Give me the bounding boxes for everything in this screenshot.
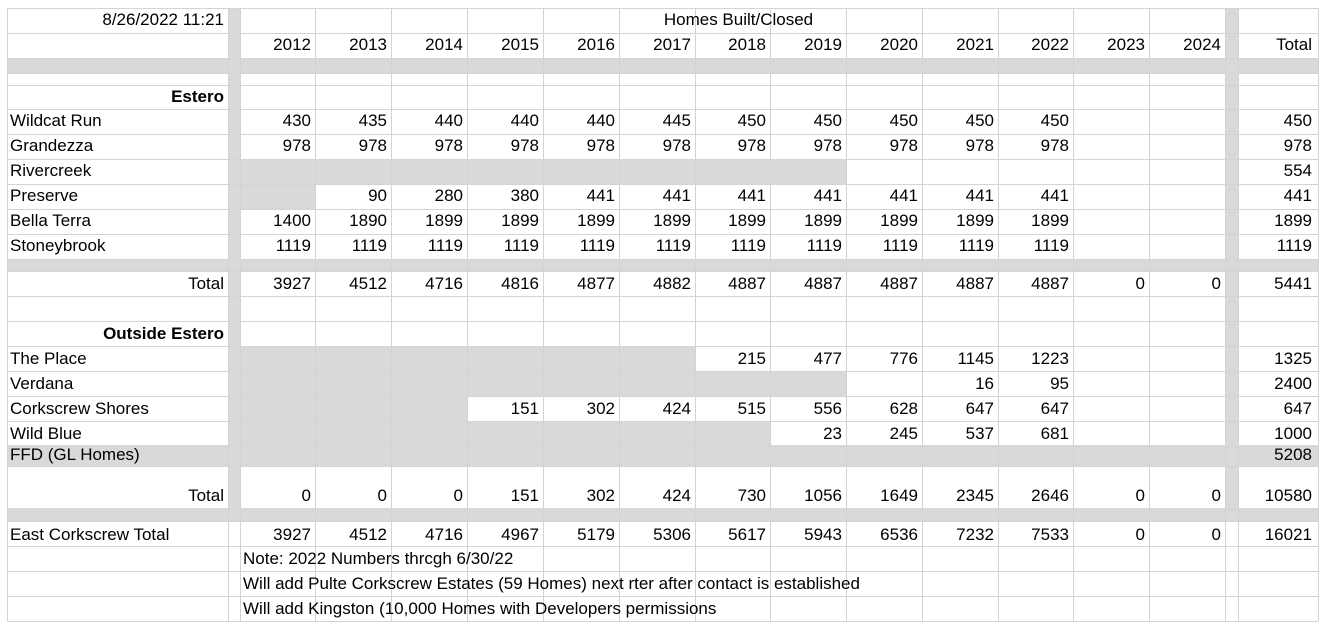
row-label: Bella Terra xyxy=(10,211,91,230)
grid-line xyxy=(922,8,923,621)
year-header: 2019 xyxy=(804,35,842,54)
total-cell: 7232 xyxy=(956,525,994,544)
total-cell: 1056 xyxy=(804,486,842,505)
grid-line xyxy=(391,8,392,621)
total-header: Total xyxy=(1276,35,1312,54)
data-cell: 23 xyxy=(823,424,842,443)
data-cell: 95 xyxy=(1050,374,1069,393)
grid-line xyxy=(7,571,1318,572)
data-cell: 978 xyxy=(510,136,539,155)
data-cell: 1890 xyxy=(349,211,387,230)
data-cell: 440 xyxy=(510,111,539,130)
row-total: 450 xyxy=(1283,111,1312,130)
grid-line xyxy=(7,346,1318,347)
section-heading-estero: Estero xyxy=(171,87,224,106)
year-header: 2017 xyxy=(653,35,691,54)
timestamp: 8/26/2022 11:21 xyxy=(102,10,224,29)
data-cell: 1899 xyxy=(653,211,691,230)
total-cell: 3927 xyxy=(273,274,311,293)
total-cell: 0 xyxy=(301,486,311,505)
row-total: 1899 xyxy=(1274,211,1312,230)
year-header: 2016 xyxy=(577,35,615,54)
data-cell: 1119 xyxy=(1033,236,1069,255)
data-cell: 450 xyxy=(965,111,994,130)
row-label: Stoneybrook xyxy=(10,236,106,255)
grid-line xyxy=(7,73,1318,74)
total-cell: 0 xyxy=(453,486,463,505)
data-cell: 978 xyxy=(889,136,918,155)
data-cell: 441 xyxy=(586,186,615,205)
total-cell: 424 xyxy=(662,486,691,505)
data-cell: 1400 xyxy=(273,211,311,230)
total-cell: 4967 xyxy=(501,525,539,544)
total-label: Total xyxy=(188,274,224,293)
row-total: 2400 xyxy=(1274,374,1312,393)
data-cell: 1119 xyxy=(958,236,994,255)
grid-line xyxy=(7,371,1318,372)
data-cell: 628 xyxy=(889,399,918,418)
grand-total: 5441 xyxy=(1274,274,1312,293)
year-header: 2023 xyxy=(1107,35,1145,54)
grid-line xyxy=(7,466,1318,467)
total-cell: 730 xyxy=(737,486,766,505)
total-cell: 4887 xyxy=(956,274,994,293)
data-cell: 1119 xyxy=(579,236,615,255)
total-cell: 0 xyxy=(1135,525,1145,544)
total-cell: 0 xyxy=(1211,525,1221,544)
row-label: Wildcat Run xyxy=(10,111,102,130)
data-cell: 450 xyxy=(813,111,842,130)
shaded-cell xyxy=(240,397,467,421)
row-label: FFD (GL Homes) xyxy=(10,445,140,464)
row-label: Verdana xyxy=(10,374,74,393)
data-cell: 1899 xyxy=(1031,211,1069,230)
data-cell: 978 xyxy=(965,136,994,155)
total-cell: 0 xyxy=(1135,274,1145,293)
data-cell: 647 xyxy=(965,399,994,418)
data-cell: 424 xyxy=(662,399,691,418)
data-cell: 435 xyxy=(358,111,387,130)
grid-line xyxy=(7,321,1318,322)
data-cell: 1899 xyxy=(577,211,615,230)
data-cell: 681 xyxy=(1040,424,1069,443)
row-total: 647 xyxy=(1283,399,1312,418)
row-total: 554 xyxy=(1283,161,1312,180)
east-corkscrew-label: East Corkscrew Total xyxy=(10,525,170,544)
data-cell: 1899 xyxy=(728,211,766,230)
row-total: 1000 xyxy=(1274,424,1312,443)
row-label: Corkscrew Shores xyxy=(10,399,149,418)
row-label: Grandezza xyxy=(10,136,94,155)
grid-line xyxy=(1238,8,1239,621)
data-cell: 441 xyxy=(965,186,994,205)
total-cell: 4716 xyxy=(425,274,463,293)
grid-line xyxy=(7,596,1318,597)
data-cell: 477 xyxy=(813,349,842,368)
year-header: 2018 xyxy=(728,35,766,54)
total-cell: 2646 xyxy=(1031,486,1069,505)
grid-line xyxy=(7,546,1318,547)
data-cell: 1899 xyxy=(425,211,463,230)
total-cell: 4887 xyxy=(1031,274,1069,293)
row-label: Preserve xyxy=(10,186,79,205)
data-cell: 556 xyxy=(813,399,842,418)
total-cell: 2345 xyxy=(956,486,994,505)
note-text: Note: 2022 Numbers thrcgh 6/30/22 xyxy=(243,549,514,568)
note-text: Will add Kingston (10,000 Homes with Developers permissions xyxy=(243,599,717,618)
data-cell: 441 xyxy=(813,186,842,205)
data-cell: 978 xyxy=(662,136,691,155)
data-cell: 1119 xyxy=(806,236,842,255)
grand-total: 10580 xyxy=(1264,486,1312,505)
data-cell: 1899 xyxy=(880,211,918,230)
grid-line xyxy=(1149,8,1150,621)
year-header: 2022 xyxy=(1031,35,1069,54)
grid-line xyxy=(7,8,8,621)
shaded-cell xyxy=(240,422,770,445)
data-cell: 450 xyxy=(737,111,766,130)
grid-line xyxy=(846,8,847,621)
data-cell: 978 xyxy=(434,136,463,155)
data-cell: 1119 xyxy=(882,236,918,255)
data-cell: 1119 xyxy=(427,236,463,255)
data-cell: 151 xyxy=(510,399,539,418)
row-label: The Place xyxy=(10,349,87,368)
total-cell: 151 xyxy=(510,486,539,505)
data-cell: 1899 xyxy=(501,211,539,230)
data-cell: 90 xyxy=(368,186,387,205)
total-cell: 4512 xyxy=(349,274,387,293)
total-cell: 0 xyxy=(377,486,387,505)
data-cell: 1119 xyxy=(275,236,311,255)
grid-line xyxy=(543,8,544,621)
row-label: Wild Blue xyxy=(10,424,82,443)
data-cell: 16 xyxy=(975,374,994,393)
data-cell: 1223 xyxy=(1031,349,1069,368)
total-cell: 3927 xyxy=(273,525,311,544)
total-cell: 5943 xyxy=(804,525,842,544)
data-cell: 280 xyxy=(434,186,463,205)
note-text: Will add Pulte Corkscrew Estates (59 Homes) next rter after contact is established xyxy=(243,574,860,593)
data-cell: 245 xyxy=(889,424,918,443)
year-header: 2012 xyxy=(273,35,311,54)
data-cell: 441 xyxy=(889,186,918,205)
total-cell: 302 xyxy=(586,486,615,505)
data-cell: 978 xyxy=(737,136,766,155)
data-cell: 440 xyxy=(434,111,463,130)
band-row xyxy=(7,58,1318,73)
grid-line xyxy=(7,58,1318,59)
total-cell: 4882 xyxy=(653,274,691,293)
row-total: 5208 xyxy=(1274,445,1312,464)
year-header: 2024 xyxy=(1183,35,1221,54)
data-cell: 441 xyxy=(737,186,766,205)
data-cell: 1899 xyxy=(956,211,994,230)
grid-line xyxy=(7,296,1318,297)
band-row xyxy=(7,259,1318,271)
data-cell: 441 xyxy=(662,186,691,205)
data-cell: 776 xyxy=(889,349,918,368)
grid-line xyxy=(7,621,1318,622)
total-cell: 4716 xyxy=(425,525,463,544)
grid-line xyxy=(619,8,620,621)
total-cell: 5179 xyxy=(577,525,615,544)
data-cell: 450 xyxy=(1040,111,1069,130)
grid-line xyxy=(1225,8,1226,621)
year-header: 2021 xyxy=(956,35,994,54)
year-header: 2013 xyxy=(349,35,387,54)
total-cell: 4512 xyxy=(349,525,387,544)
year-header: 2020 xyxy=(880,35,918,54)
data-cell: 537 xyxy=(965,424,994,443)
grid-line xyxy=(7,521,1318,522)
data-cell: 978 xyxy=(1040,136,1069,155)
grid-line xyxy=(1073,8,1074,621)
data-cell: 1119 xyxy=(730,236,766,255)
data-cell: 978 xyxy=(813,136,842,155)
grid-line xyxy=(315,8,316,621)
total-cell: 1649 xyxy=(880,486,918,505)
data-cell: 445 xyxy=(662,111,691,130)
year-header: 2014 xyxy=(425,35,463,54)
total-cell: 4887 xyxy=(728,274,766,293)
grid-line xyxy=(7,508,1318,509)
data-cell: 515 xyxy=(737,399,766,418)
total-cell: 0 xyxy=(1211,274,1221,293)
data-cell: 978 xyxy=(282,136,311,155)
total-cell: 4887 xyxy=(880,274,918,293)
data-cell: 647 xyxy=(1040,399,1069,418)
data-cell: 1119 xyxy=(503,236,539,255)
grid-line xyxy=(770,8,771,621)
grid-line xyxy=(7,271,1318,272)
row-label: Rivercreek xyxy=(10,161,92,180)
data-cell: 1145 xyxy=(957,349,994,368)
grid-line xyxy=(7,396,1318,397)
data-cell: 1119 xyxy=(351,236,387,255)
band-row xyxy=(7,508,1318,521)
data-cell: 978 xyxy=(358,136,387,155)
row-total: 1325 xyxy=(1274,349,1312,368)
section-heading-outside: Outside Estero xyxy=(103,324,224,343)
data-cell: 1899 xyxy=(804,211,842,230)
row-total: 441 xyxy=(1283,186,1312,205)
total-cell: 5306 xyxy=(653,525,691,544)
total-cell: 5617 xyxy=(728,525,766,544)
data-cell: 450 xyxy=(889,111,918,130)
total-cell: 4877 xyxy=(577,274,615,293)
grid-line xyxy=(1318,8,1319,621)
grid-line xyxy=(7,421,1318,422)
total-cell: 7533 xyxy=(1031,525,1069,544)
shaded-cell xyxy=(240,185,315,209)
banner-title: Homes Built/Closed xyxy=(663,10,814,29)
year-header: 2015 xyxy=(501,35,539,54)
total-label: Total xyxy=(188,486,224,505)
total-cell: 4816 xyxy=(501,274,539,293)
data-cell: 302 xyxy=(586,399,615,418)
data-cell: 440 xyxy=(586,111,615,130)
data-cell: 430 xyxy=(282,111,311,130)
data-cell: 978 xyxy=(586,136,615,155)
grid-line xyxy=(7,259,1318,260)
data-cell: 215 xyxy=(737,349,766,368)
data-cell: 380 xyxy=(510,186,539,205)
grid-line xyxy=(228,8,229,621)
data-cell: 441 xyxy=(1040,186,1069,205)
total-cell: 4887 xyxy=(804,274,842,293)
row-total: 978 xyxy=(1283,136,1312,155)
grand-total: 16021 xyxy=(1264,525,1312,544)
row-total: 1119 xyxy=(1276,236,1312,255)
grid-line xyxy=(467,8,468,621)
total-cell: 0 xyxy=(1135,486,1145,505)
total-cell: 6536 xyxy=(880,525,918,544)
total-cell: 0 xyxy=(1211,486,1221,505)
data-cell: 1119 xyxy=(655,236,691,255)
